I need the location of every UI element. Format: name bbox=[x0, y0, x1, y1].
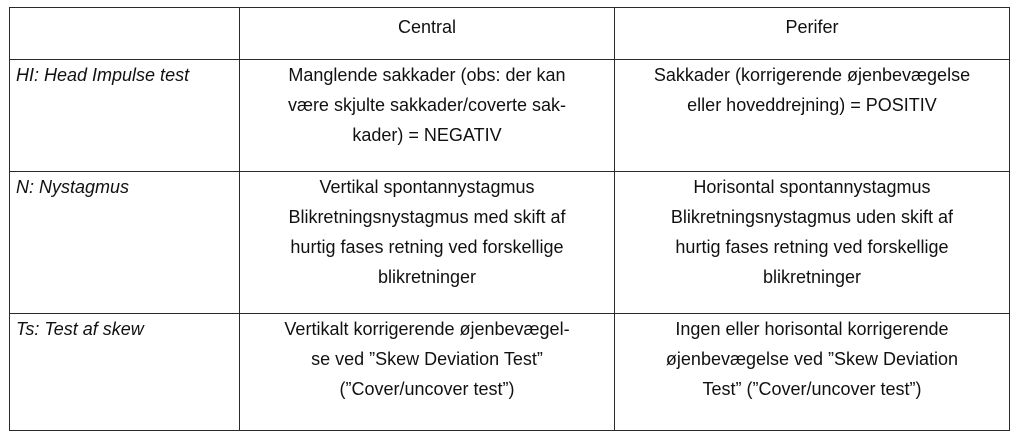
cell-central-head-impulse bbox=[240, 60, 615, 172]
cell-perifer-nystagmus bbox=[615, 172, 1010, 314]
cell-line: Test” (”Cover/uncover test”) bbox=[702, 379, 922, 399]
cell-line: se ved ”Skew Deviation Test” bbox=[311, 349, 543, 369]
header-central: Central bbox=[240, 8, 615, 60]
header-corner-cell bbox=[10, 8, 240, 60]
cell-line: Manglende sakkader (obs: der kan bbox=[288, 65, 566, 85]
cell-perifer-test-of-skew bbox=[615, 314, 1010, 431]
table-row-head-impulse bbox=[10, 60, 1010, 172]
cell-line: eller hoveddrejning) = POSITIV bbox=[687, 95, 937, 115]
cell-line: Vertikal spontannystagmus bbox=[319, 177, 535, 197]
cell-line: øjenbevægelse ved ”Skew Deviation bbox=[665, 349, 959, 369]
cell-line: kader) = NEGATIV bbox=[352, 125, 502, 145]
cell-line: Blikretningsnystagmus med skift af bbox=[288, 207, 566, 227]
row-label-nystagmus: N: Nystagmus bbox=[10, 172, 240, 314]
cell-line: (”Cover/uncover test”) bbox=[339, 379, 515, 399]
header-perifer: Perifer bbox=[615, 8, 1010, 60]
row-label-test-of-skew: Ts: Test af skew bbox=[10, 314, 240, 431]
table-row-nystagmus bbox=[10, 172, 1010, 314]
cell-line: Blikretningsnystagmus uden skift af bbox=[670, 207, 954, 227]
cell-line: være skjulte sakkader/coverte sak- bbox=[287, 95, 567, 115]
cell-line: hurtig fases retning ved forskellige bbox=[290, 237, 564, 257]
cell-line: hurtig fases retning ved forskellige bbox=[675, 237, 949, 257]
cell-line: Vertikalt korrigerende øjenbevægel- bbox=[284, 319, 570, 339]
cell-line: Ingen eller horisontal korrigerende bbox=[675, 319, 949, 339]
cell-central-test-of-skew bbox=[240, 314, 615, 431]
cell-central-nystagmus bbox=[240, 172, 615, 314]
table-header-row bbox=[10, 8, 1010, 60]
cell-perifer-head-impulse bbox=[615, 60, 1010, 172]
cell-line: Horisontal spontannystagmus bbox=[693, 177, 931, 197]
cell-line: blikretninger bbox=[377, 267, 477, 287]
cell-line: Sakkader (korrigerende øjenbevægelse bbox=[653, 65, 971, 85]
hints-comparison-table bbox=[9, 7, 1010, 431]
row-label-head-impulse: HI: Head Impulse test bbox=[10, 60, 240, 172]
cell-line: blikretninger bbox=[762, 267, 862, 287]
table-row-test-of-skew bbox=[10, 314, 1010, 431]
